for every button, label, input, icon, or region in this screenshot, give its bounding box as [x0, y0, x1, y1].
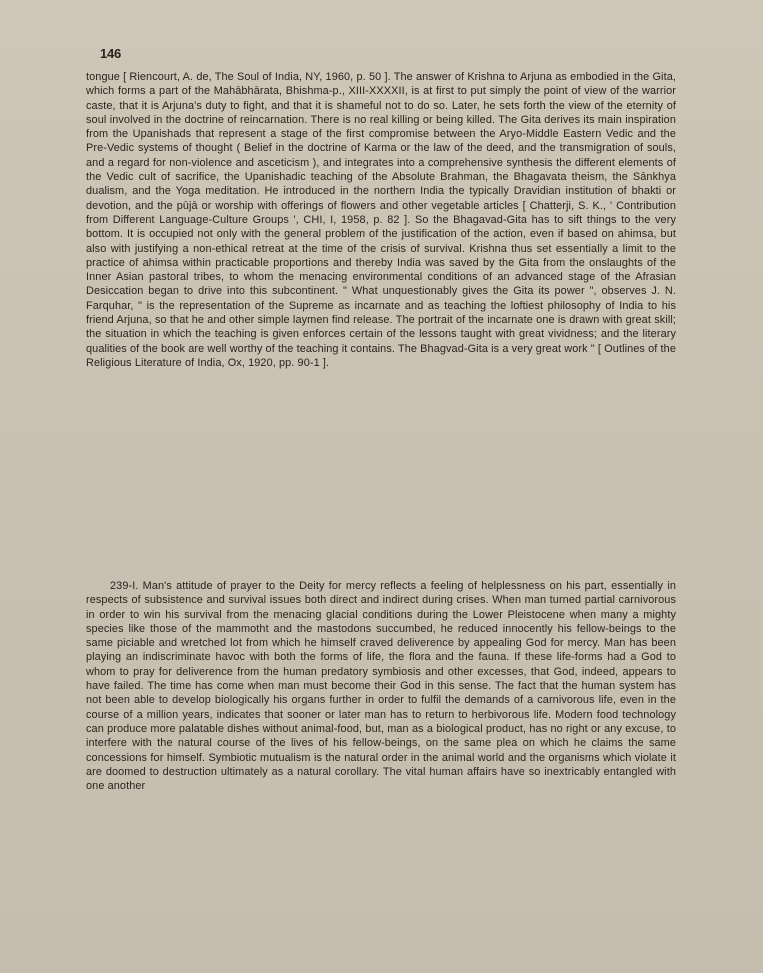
page-number: 146: [100, 46, 122, 61]
paragraph-1: tongue [ Riencourt, A. de, The Soul of India, NY, 1960, p. 50 ]. The answer of Krishna to Arjuna as embodied in the Gita, which forms a part of the Mahābhārata, Bhishma-p., XIII-XXXXII, is at first to put simply the point of view of the warrior caste, that it is Arjuna's duty to fight, and that it is shameful not to do so. Later, he sets forth the view of the eternity of soul involved in the doctrine of reincarnation. There is no real killing or being killed. The Gita derives its main inspiration from the Upanishads that represent a stage of the first compromise between the Aryo-Middle Eastern Vedic and the Pre-Vedic systems of thought ( Belief in the doctrine of Karma or the law of the deed, and the transmigration of souls, and a regard for non-violence and asceticism ), and integrates into a comprehensive synthesis the different elements of the Vedic cult of sacrifice, the Upanishadic teaching of the Absolute Brahman, the Bhagavata theism, the Sānkhya dualism, and the Yoga meditation. He introduced in the northern India the typically Dravidian institution of bhakti or devotion, and the pūjā or worship with offerings of flowers and other vegetable articles [ Chatterji, S. K., ' Contribution from Different Language-Culture Groups ', CHI, I, 1958, p. 82 ]. So the Bhagavad-Gita has to sift things to the very bottom. It is occupied not only with the general problem of the justification of the action, even if based on ahimsa, but also with justifying a non-ethical retreat at the time of the crisis of survival. Krishna thus set essentially a limit to the practice of ahimsa within practicable proportions and thereby India was saved by the Gita from the onslaughts of the Inner Asian pastoral tribes, to whom the menacing environmental conditions of an advanced stage of the Afrasian Desiccation began to drive into this subcontinent. " What unquestionably gives the Gita its power ", observes J. N. Farquhar, " is the representation of the Supreme as incarnate and as teaching the loftiest philosophy of India to his friend Arjuna, so that he and other simple laymen find release. The portrait of the incarnate one is drawn with great skill; the situation in which the teaching is given enforces certain of the lessons taught with great vividness; and the literary qualities of the book are well worthy of the teaching it contains. The Bhagvad-Gita is a very great work " [ Outlines of the Religious Literature of India, Ox, 1920, pp. 90-1 ].: [86, 71, 676, 369]
text-block-bottom: [86, 579, 676, 793]
paragraph-2: 239-I. Man's attitude of prayer to the Deity for mercy reflects a feeling of helplessness on his part, essentially in respects of subsistence and survival issues both direct and indirect during crises. When man turned partial carnivorous in order to win his survival from the menacing glacial conditions during the Lower Pleistocene when many a mighty species like those of the mammotht and the mastodons succumbed, he reduced innocently his fellow-beings to the same piciable and wretched lot from which he himself craved deliverence by appealing God for mercy. Man has been playing an indiscriminate havoc with both the forms of life, the flora and the fauna. If these life-forms had a God to whom to pray for deliverence from the human predatory symbiosis and other excesses, that God, indeed, appears to have failed. The time has come when man must become their God in this sense. The fact that the human system has not been able to develop biologically his organs further in order to fulfil the demands of a carnivorous life, even in the course of a million years, indicates that sooner or later man has to return to herbivorous life. Modern food technology can produce more palatable dishes without animal-food, but, man as a biological product, has no right or any excuse, to interfere with the natural course of the lives of his fellow-beings, on the same plea on which he claims the same concessions for himself. Symbiotic mutualism is the natural order in the animal world and the organisms which violate it are doomed to destruction ultimately as a natural corollary. The vital human affairs have so inextricably entangled with one another: [86, 580, 676, 793]
text-block-top: [86, 70, 676, 370]
